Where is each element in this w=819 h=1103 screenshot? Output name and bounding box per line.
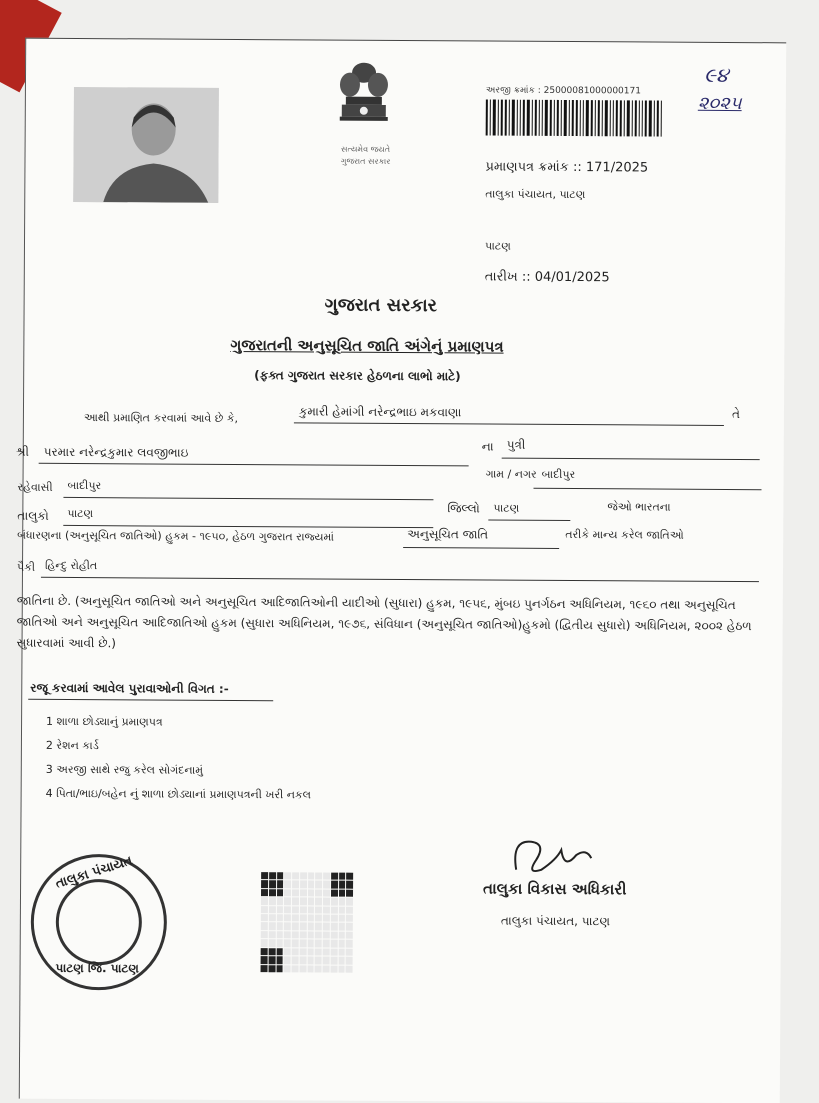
- te-text: તે: [731, 407, 740, 422]
- qr-module: [346, 965, 353, 972]
- district-value: પાટણ: [493, 501, 520, 515]
- qr-module: [338, 906, 345, 913]
- handwritten-year: ૨૦૨૫: [697, 92, 742, 115]
- qr-module: [346, 898, 353, 905]
- qr-module: [323, 906, 330, 913]
- qr-module: [261, 889, 268, 896]
- qr-module: [308, 889, 315, 896]
- qr-module: [315, 881, 322, 888]
- father-name: પરમાર નરેન્દ્રકુમાર લવજીભાઇ: [43, 444, 189, 460]
- qr-module: [331, 881, 338, 888]
- qr-module: [284, 923, 291, 930]
- barcode-bar: [498, 100, 499, 136]
- certificate-sheet: [15, 38, 786, 1103]
- district-underline: [488, 520, 570, 522]
- qr-module: [323, 957, 330, 964]
- qr-module: [284, 965, 291, 972]
- qr-module: [331, 906, 338, 913]
- barcode-bar: [539, 100, 540, 136]
- qr-module: [315, 872, 322, 879]
- qr-module: [292, 965, 299, 972]
- qr-module: [346, 873, 353, 880]
- barcode-bar: [639, 100, 640, 136]
- barcode-bar: [632, 100, 633, 136]
- document-item: 3 અરજી સાથે રજુ કરેલ સોગંદનામું: [45, 762, 204, 777]
- officer-title: તાલુકા વિકાસ અધિકારી: [483, 879, 627, 899]
- qr-module: [323, 940, 330, 947]
- qr-module: [284, 872, 291, 879]
- relation: પુત્રી: [506, 437, 526, 452]
- qr-module: [300, 898, 307, 905]
- state-emblem-icon: [334, 55, 395, 147]
- qr-module: [292, 914, 299, 921]
- qr-module: [339, 881, 346, 888]
- barcode-bar: [583, 100, 584, 136]
- qr-module: [268, 956, 275, 963]
- barcode-bar: [591, 100, 593, 136]
- qr-module: [307, 957, 314, 964]
- place-label: પાટણ: [484, 239, 511, 253]
- qr-module: [339, 889, 346, 896]
- qr-module: [277, 889, 284, 896]
- qr-module: [307, 948, 314, 955]
- qr-module: [269, 897, 276, 904]
- qr-module: [323, 873, 330, 880]
- qr-module: [292, 956, 299, 963]
- barcode-bar: [576, 100, 578, 136]
- qr-module: [261, 914, 268, 921]
- barcode-bar: [501, 100, 503, 136]
- qr-module: [307, 914, 314, 921]
- barcode-bar: [520, 100, 521, 136]
- qr-module: [261, 881, 268, 888]
- qr-module: [338, 898, 345, 905]
- qr-module: [261, 965, 268, 972]
- seal-emblem-icon: [56, 879, 143, 966]
- barcode-bar: [602, 100, 603, 136]
- father-underline: [39, 463, 469, 467]
- application-number: અરજી ક્રમાંક : 25000081000000171: [485, 85, 642, 97]
- taluka-value: પાટણ: [67, 506, 94, 521]
- government-title: ગુજરાત સરકાર: [324, 294, 438, 317]
- qr-module: [315, 898, 322, 905]
- qr-module: [292, 906, 299, 913]
- qr-module: [284, 948, 291, 955]
- qr-module: [300, 881, 307, 888]
- documents-heading-underline: [28, 699, 273, 701]
- qr-module: [276, 956, 283, 963]
- qr-module: [307, 940, 314, 947]
- category-underline: [403, 547, 559, 549]
- barcode-bar: [509, 100, 510, 136]
- barcode-bar: [595, 100, 596, 136]
- barcode-bar: [493, 100, 496, 136]
- qr-module: [292, 889, 299, 896]
- barcode-bar: [642, 100, 643, 136]
- seal-top-text: તાલુકા પંચાયત: [53, 853, 135, 892]
- qr-module: [277, 872, 284, 879]
- barcode-bar: [564, 100, 567, 136]
- barcode-bar: [554, 100, 555, 136]
- barcode-bar: [505, 100, 507, 136]
- barcode-bar: [580, 100, 581, 136]
- resident-value: બાદીપુર: [67, 478, 102, 493]
- qr-module: [292, 931, 299, 938]
- barcode-bar: [517, 100, 518, 136]
- village-underline: [534, 488, 762, 490]
- qr-module: [331, 889, 338, 896]
- qr-code: [261, 872, 354, 973]
- issue-date: તારીખ :: 04/01/2025: [484, 269, 610, 286]
- india-text: જેઓ ભારતના: [607, 500, 671, 514]
- barcode-bar: [610, 100, 611, 136]
- qr-module: [299, 965, 306, 972]
- qr-module: [299, 931, 306, 938]
- qr-module: [292, 898, 299, 905]
- qr-module: [315, 931, 322, 938]
- qr-module: [315, 889, 322, 896]
- qr-module: [284, 940, 291, 947]
- handwritten-number: ૯૪: [703, 62, 729, 87]
- qr-module: [284, 931, 291, 938]
- barcode-bar: [649, 100, 652, 136]
- seal-bottom-text: પાટણ જિ. પાટણ: [55, 960, 139, 976]
- qr-module: [307, 931, 314, 938]
- qr-module: [284, 898, 291, 905]
- qr-module: [346, 881, 353, 888]
- qr-module: [276, 948, 283, 955]
- barcode-bar: [654, 101, 655, 137]
- qr-module: [292, 872, 299, 879]
- qr-module: [284, 956, 291, 963]
- qr-module: [323, 948, 330, 955]
- document-item: 4 પિતા/ભાઇ/બહેન નું શાળા છોડ્યાનાં પ્રમાણપત્રની ખરી નકલ: [45, 786, 312, 802]
- qr-module: [330, 948, 337, 955]
- qr-module: [261, 906, 268, 913]
- barcode-bar: [661, 101, 662, 137]
- document-item: 1 શાળા છોડ્યાનું પ્રમાણપત્ર: [46, 714, 163, 729]
- qr-module: [330, 965, 337, 972]
- barcode-bar: [624, 100, 625, 136]
- name-underline: [294, 422, 724, 426]
- documents-heading: રજૂ કરવામાં આવેલ પુરાવાઓની વિગત :-: [30, 680, 229, 696]
- qr-module: [346, 889, 353, 896]
- qr-module: [261, 931, 268, 938]
- resident-underline: [63, 497, 433, 500]
- qr-module: [261, 939, 268, 946]
- qr-module: [300, 914, 307, 921]
- applicant-photo: [73, 87, 219, 203]
- qr-module: [338, 957, 345, 964]
- village-label: ગામ / નગર: [485, 467, 537, 481]
- qr-module: [346, 923, 353, 930]
- qr-module: [338, 915, 345, 922]
- barcode-bar: [569, 100, 570, 136]
- qr-module: [299, 940, 306, 947]
- qr-module: [315, 940, 322, 947]
- qr-module: [346, 915, 353, 922]
- qr-module: [299, 957, 306, 964]
- qr-module: [307, 965, 314, 972]
- qr-module: [331, 898, 338, 905]
- na-text: ના: [481, 439, 494, 454]
- qr-module: [338, 932, 345, 939]
- qr-module: [346, 932, 353, 939]
- qr-module: [346, 957, 353, 964]
- qr-module: [277, 881, 284, 888]
- barcode-bar: [627, 100, 630, 136]
- barcode-bar: [535, 100, 537, 136]
- resident-label: રહેવાસી: [17, 480, 53, 494]
- among-text: પૈકી: [16, 560, 36, 574]
- barcode-bar: [586, 100, 589, 136]
- qr-module: [315, 906, 322, 913]
- qr-module: [292, 940, 299, 947]
- qr-module: [307, 906, 314, 913]
- qr-module: [315, 965, 322, 972]
- qr-module: [323, 915, 330, 922]
- qr-module: [315, 957, 322, 964]
- barcode-bar: [490, 100, 491, 136]
- qr-module: [315, 923, 322, 930]
- qr-module: [261, 948, 268, 955]
- barcode-bar: [572, 100, 574, 136]
- emblem-caption-line2: ગુજરાત સરકાર: [340, 156, 391, 166]
- officer-office: તાલુકા પંચાયત, પાટણ: [500, 913, 611, 929]
- constitution-text: બંધારણના (અનુસૂચિત જાતિઓ) હુકમ - ૧૯૫૦, હેઠળ ગુજરાત રાજ્યમાં: [17, 528, 335, 544]
- qr-module: [331, 923, 338, 930]
- qr-module: [331, 915, 338, 922]
- barcode-bar: [527, 100, 530, 136]
- barcode-bar: [532, 100, 533, 136]
- qr-module: [276, 914, 283, 921]
- qr-module: [261, 956, 268, 963]
- certificate-number: પ્રમાણપત્ર ક્રમાંક :: 171/2025: [485, 159, 649, 176]
- caste-underline: [41, 577, 759, 582]
- qr-module: [269, 923, 276, 930]
- barcode-bar: [512, 100, 515, 136]
- barcode-bar: [550, 100, 552, 136]
- village-value: બાદીપુર: [541, 467, 576, 482]
- qr-module: [323, 965, 330, 972]
- qr-module: [308, 872, 315, 879]
- qr-module: [323, 881, 330, 888]
- qr-module: [269, 872, 276, 879]
- qr-module: [330, 940, 337, 947]
- barcode-bar: [613, 100, 614, 136]
- qr-module: [338, 948, 345, 955]
- barcode-bar: [657, 101, 659, 137]
- qr-module: [346, 940, 353, 947]
- qr-module: [331, 873, 338, 880]
- qr-module: [284, 881, 291, 888]
- qr-module: [269, 881, 276, 888]
- qr-module: [323, 898, 330, 905]
- qr-module: [323, 931, 330, 938]
- qr-module: [323, 923, 330, 930]
- district-label: જિલ્લો: [447, 501, 480, 516]
- barcode-bar: [598, 100, 600, 136]
- qr-module: [323, 889, 330, 896]
- caste-value: હિન્દુ રોહીત: [44, 558, 98, 573]
- qr-module: [276, 931, 283, 938]
- qr-module: [268, 948, 275, 955]
- qr-module: [276, 897, 283, 904]
- qr-module: [300, 872, 307, 879]
- qr-module: [346, 906, 353, 913]
- qr-module: [261, 897, 268, 904]
- taluka-label: તાલુકો: [17, 508, 49, 523]
- qr-module: [284, 889, 291, 896]
- qr-module: [315, 948, 322, 955]
- qr-module: [292, 881, 299, 888]
- barcode-bar: [545, 100, 548, 136]
- recognized-text: તરીકે માન્ય કરેલ જાતિઓ: [565, 527, 684, 542]
- qr-module: [338, 923, 345, 930]
- certify-text: આથી પ્રમાણિત કરવામાં આવે છે કે,: [83, 411, 239, 425]
- qr-module: [307, 898, 314, 905]
- relation-underline: [502, 458, 760, 461]
- qr-module: [269, 889, 276, 896]
- barcode-bar: [635, 100, 637, 136]
- qr-module: [292, 948, 299, 955]
- qr-module: [330, 931, 337, 938]
- taluka-underline: [63, 525, 433, 528]
- category-value: અનુસૂચિત જાતિ: [407, 527, 489, 542]
- qr-module: [308, 881, 315, 888]
- emblem-caption-line1: સત્યમેવ જયતે: [341, 144, 391, 154]
- qr-module: [268, 940, 275, 947]
- barcode: [486, 100, 664, 137]
- certificate-title: ગુજરાતની અનુસૂચિત જાતિ અંગેનું પ્રમાણપત્ર: [230, 335, 504, 356]
- qr-module: [292, 923, 299, 930]
- shri-label: શ્રી: [15, 444, 29, 459]
- applicant-name: કુમારી હેમાંગી નરેન્દ્રભાઇ મકવાણા: [298, 404, 462, 420]
- issuing-office: તાલુકા પંચાયત, પાટણ: [485, 187, 586, 202]
- qr-module: [284, 914, 291, 921]
- document-item: 2 રેશન કાર્ડ: [45, 738, 99, 753]
- barcode-bar: [616, 100, 618, 136]
- qr-module: [315, 915, 322, 922]
- qr-module: [276, 906, 283, 913]
- taluka-panchayat-seal: [30, 854, 167, 991]
- barcode-bar: [645, 100, 647, 136]
- barcode-bar: [620, 100, 622, 136]
- barcode-bar: [557, 100, 559, 136]
- qr-module: [276, 940, 283, 947]
- qr-module: [268, 931, 275, 938]
- qr-module: [300, 906, 307, 913]
- qr-module: [330, 957, 337, 964]
- qr-module: [300, 889, 307, 896]
- qr-module: [269, 906, 276, 913]
- qr-module: [284, 906, 291, 913]
- qr-module: [268, 965, 275, 972]
- qr-module: [299, 948, 306, 955]
- barcode-bar: [523, 100, 525, 136]
- qr-module: [338, 940, 345, 947]
- qr-module: [276, 965, 283, 972]
- qr-module: [300, 923, 307, 930]
- qr-module: [339, 873, 346, 880]
- qr-module: [338, 965, 345, 972]
- legal-paragraph: જાતિના છે. (અનુસૂચિત જાતિઓ અને અનુસૂચિત આદિજાતિઓની યાદીઓ (સુધારા) હુકમ, ૧૯૫૬, મુંબઇ પુનર્ગઠન અધિનિયમ, ૧૯૬૦ તથા અનુસૂચિત જાતિઓ અને અનુસૂચિત આદિજાતિઓ હુકમ (સુધારા અધિનિયમ, ૧૯૭૬, સંવિધાન (અનુસૂચિત જાતિઓ)હુકમો (દ્વિતીય સુધારો) અધિનિયમ, ૨૦૦૨ હેઠળ સુધારવામાં આવી છે.): [16, 593, 752, 651]
- qr-module: [307, 923, 314, 930]
- barcode-bar: [605, 100, 608, 136]
- qr-module: [346, 948, 353, 955]
- certificate-purpose: (ફક્ત ગુજરાત સરકાર હેઠળના લાભો માટે): [254, 368, 461, 384]
- qr-module: [261, 872, 268, 879]
- qr-module: [269, 914, 276, 921]
- qr-module: [261, 923, 268, 930]
- barcode-bar: [542, 100, 543, 136]
- barcode-bar: [486, 100, 488, 136]
- barcode-bar: [561, 100, 562, 136]
- qr-module: [276, 923, 283, 930]
